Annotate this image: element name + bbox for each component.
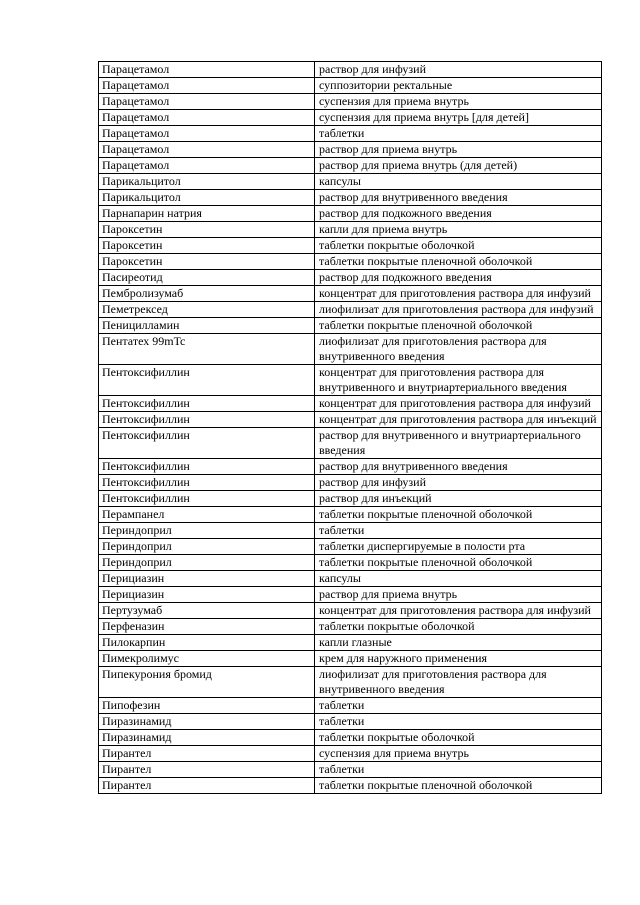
table-row: [99, 730, 602, 746]
drug-name-cell: Пимекролимус: [99, 651, 315, 667]
table-row: [99, 286, 602, 302]
drug-name-cell: Парацетамол: [99, 126, 315, 142]
table-row: [99, 667, 602, 698]
dosage-form-cell: таблетки покрытые пленочной оболочкой: [315, 254, 602, 270]
table-row: [99, 222, 602, 238]
dosage-form-cell: раствор для инъекций: [315, 491, 602, 507]
dosage-form-cell: раствор для приема внутрь (для детей): [315, 158, 602, 174]
drug-name-cell: Пембролизумаб: [99, 286, 315, 302]
table-row: [99, 762, 602, 778]
dosage-form-cell: крем для наружного применения: [315, 651, 602, 667]
dosage-form-cell: раствор для внутривенного введения: [315, 459, 602, 475]
table-row: [99, 62, 602, 78]
drug-name-cell: Пентоксифиллин: [99, 396, 315, 412]
table-row: [99, 539, 602, 555]
table-row: [99, 555, 602, 571]
table-row: [99, 603, 602, 619]
dosage-form-cell: таблетки покрытые оболочкой: [315, 730, 602, 746]
dosage-form-cell: лиофилизат для приготовления раствора для внутривенного введения: [315, 667, 602, 698]
table-row: [99, 746, 602, 762]
drug-name-cell: Пентоксифиллин: [99, 459, 315, 475]
dosage-form-cell: таблетки: [315, 714, 602, 730]
drug-name-cell: Пипекурония бромид: [99, 667, 315, 698]
drug-name-cell: Пеметрексед: [99, 302, 315, 318]
drug-name-cell: Пентоксифиллин: [99, 475, 315, 491]
table-row: [99, 174, 602, 190]
table-row: [99, 206, 602, 222]
table-body: [99, 62, 602, 794]
dosage-form-cell: лиофилизат для приготовления раствора для внутривенного введения: [315, 334, 602, 365]
dosage-form-cell: концентрат для приготовления раствора для внутривенного и внутриартериального введения: [315, 365, 602, 396]
table-row: [99, 619, 602, 635]
table-row: [99, 571, 602, 587]
dosage-form-cell: суппозитории ректальные: [315, 78, 602, 94]
table-row: [99, 507, 602, 523]
drug-name-cell: Пеницилламин: [99, 318, 315, 334]
drug-name-cell: Периндоприл: [99, 539, 315, 555]
dosage-form-cell: таблетки покрытые пленочной оболочкой: [315, 507, 602, 523]
drug-name-cell: Перампанел: [99, 507, 315, 523]
dosage-form-cell: капсулы: [315, 174, 602, 190]
dosage-form-cell: суспензия для приема внутрь: [315, 94, 602, 110]
drug-name-cell: Периндоприл: [99, 523, 315, 539]
dosage-form-cell: таблетки: [315, 126, 602, 142]
drug-forms-table: [98, 61, 602, 794]
drug-name-cell: Пасиреотид: [99, 270, 315, 286]
drug-name-cell: Парацетамол: [99, 110, 315, 126]
dosage-form-cell: концентрат для приготовления раствора для инъекций: [315, 412, 602, 428]
drug-name-cell: Перициазин: [99, 587, 315, 603]
dosage-form-cell: раствор для внутривенного введения: [315, 190, 602, 206]
dosage-form-cell: таблетки покрытые пленочной оболочкой: [315, 318, 602, 334]
drug-name-cell: Пентоксифиллин: [99, 412, 315, 428]
table-row: [99, 778, 602, 794]
table-row: [99, 318, 602, 334]
drug-name-cell: Парацетамол: [99, 94, 315, 110]
dosage-form-cell: суспензия для приема внутрь [для детей]: [315, 110, 602, 126]
dosage-form-cell: раствор для подкожного введения: [315, 206, 602, 222]
dosage-form-cell: раствор для инфузий: [315, 62, 602, 78]
drug-name-cell: Пиразинамид: [99, 730, 315, 746]
dosage-form-cell: таблетки: [315, 523, 602, 539]
dosage-form-cell: таблетки покрытые оболочкой: [315, 619, 602, 635]
dosage-form-cell: концентрат для приготовления раствора для инфузий: [315, 603, 602, 619]
drug-name-cell: Парацетамол: [99, 158, 315, 174]
dosage-form-cell: таблетки покрытые пленочной оболочкой: [315, 555, 602, 571]
drug-name-cell: Пентоксифиллин: [99, 491, 315, 507]
drug-name-cell: Парикальцитол: [99, 174, 315, 190]
drug-name-cell: Парнапарин натрия: [99, 206, 315, 222]
dosage-form-cell: раствор для приема внутрь: [315, 587, 602, 603]
drug-name-cell: Пирантел: [99, 778, 315, 794]
dosage-form-cell: концентрат для приготовления раствора для инфузий: [315, 286, 602, 302]
drug-name-cell: Пентатех 99mTc: [99, 334, 315, 365]
dosage-form-cell: раствор для инфузий: [315, 475, 602, 491]
table-row: [99, 110, 602, 126]
table-row: [99, 142, 602, 158]
dosage-form-cell: таблетки диспергируемые в полости рта: [315, 539, 602, 555]
table-row: [99, 428, 602, 459]
table-row: [99, 238, 602, 254]
dosage-form-cell: концентрат для приготовления раствора для инфузий: [315, 396, 602, 412]
drug-name-cell: Пилокарпин: [99, 635, 315, 651]
dosage-form-cell: капли для приема внутрь: [315, 222, 602, 238]
drug-name-cell: Пароксетин: [99, 222, 315, 238]
table-row: [99, 459, 602, 475]
drug-name-cell: Пертузумаб: [99, 603, 315, 619]
drug-name-cell: Перициазин: [99, 571, 315, 587]
table-row: [99, 126, 602, 142]
table-row: [99, 412, 602, 428]
drug-name-cell: Парацетамол: [99, 62, 315, 78]
drug-name-cell: Парацетамол: [99, 78, 315, 94]
dosage-form-cell: капли глазные: [315, 635, 602, 651]
drug-name-cell: Пирантел: [99, 746, 315, 762]
table-row: [99, 334, 602, 365]
drug-name-cell: Парикальцитол: [99, 190, 315, 206]
table-row: [99, 396, 602, 412]
drug-name-cell: Перфеназин: [99, 619, 315, 635]
drug-name-cell: Пентоксифиллин: [99, 365, 315, 396]
table-row: [99, 635, 602, 651]
table-row: [99, 158, 602, 174]
table-row: [99, 365, 602, 396]
table-row: [99, 491, 602, 507]
dosage-form-cell: раствор для подкожного введения: [315, 270, 602, 286]
dosage-form-cell: раствор для внутривенного и внутриартериального введения: [315, 428, 602, 459]
dosage-form-cell: суспензия для приема внутрь: [315, 746, 602, 762]
dosage-form-cell: таблетки покрытые пленочной оболочкой: [315, 778, 602, 794]
table-row: [99, 78, 602, 94]
document-page: [98, 61, 601, 794]
table-row: [99, 714, 602, 730]
dosage-form-cell: капсулы: [315, 571, 602, 587]
drug-name-cell: Пентоксифиллин: [99, 428, 315, 459]
table-row: [99, 523, 602, 539]
table-row: [99, 254, 602, 270]
table-row: [99, 698, 602, 714]
dosage-form-cell: раствор для приема внутрь: [315, 142, 602, 158]
table-row: [99, 270, 602, 286]
table-row: [99, 302, 602, 318]
table-row: [99, 475, 602, 491]
table-row: [99, 190, 602, 206]
drug-name-cell: Периндоприл: [99, 555, 315, 571]
dosage-form-cell: таблетки покрытые оболочкой: [315, 238, 602, 254]
table-row: [99, 651, 602, 667]
drug-name-cell: Парацетамол: [99, 142, 315, 158]
dosage-form-cell: таблетки: [315, 762, 602, 778]
drug-name-cell: Пипофезин: [99, 698, 315, 714]
drug-name-cell: Пиразинамид: [99, 714, 315, 730]
table-row: [99, 587, 602, 603]
drug-name-cell: Пароксетин: [99, 238, 315, 254]
table-row: [99, 94, 602, 110]
dosage-form-cell: таблетки: [315, 698, 602, 714]
drug-name-cell: Пароксетин: [99, 254, 315, 270]
drug-name-cell: Пирантел: [99, 762, 315, 778]
dosage-form-cell: лиофилизат для приготовления раствора для инфузий: [315, 302, 602, 318]
